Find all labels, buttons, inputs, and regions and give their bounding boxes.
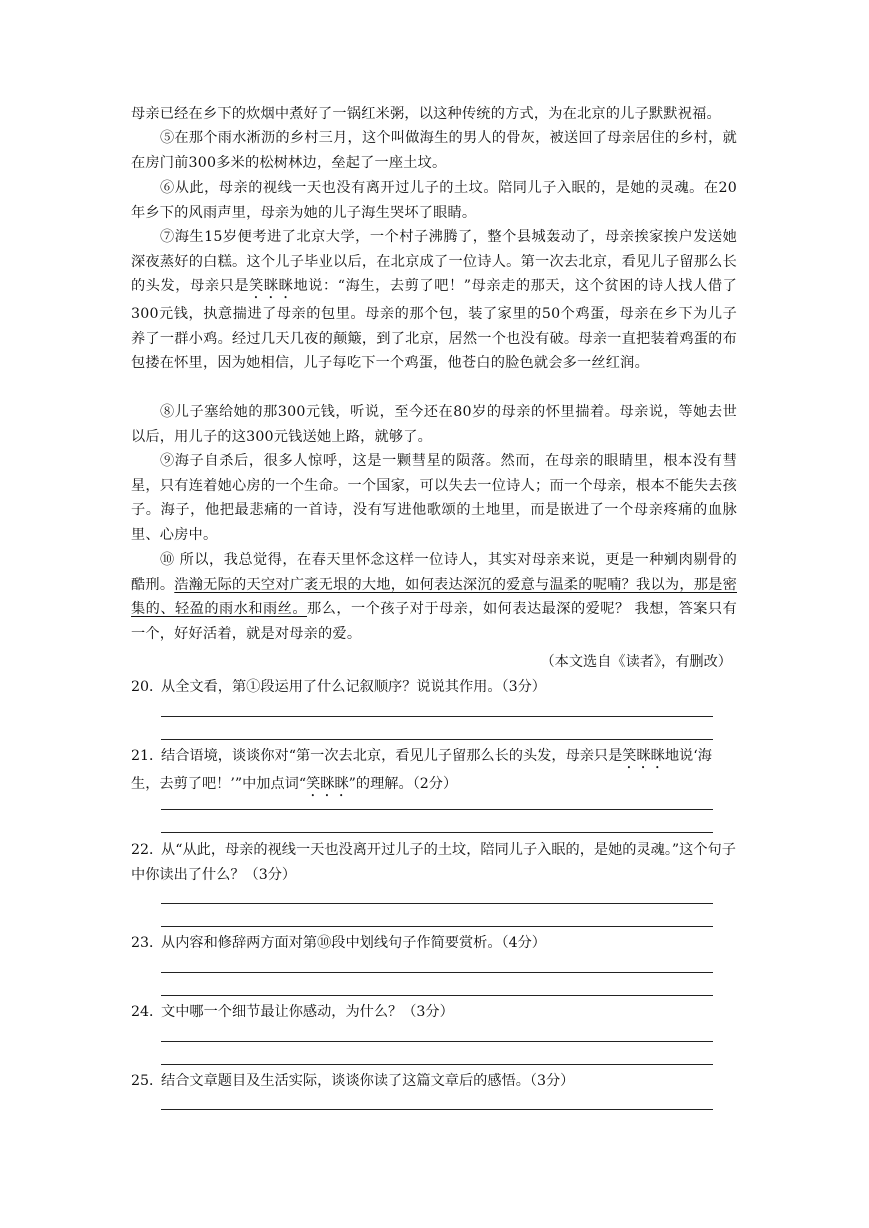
- question-number: 23．: [131, 935, 164, 951]
- question-number: 24．: [131, 1004, 164, 1020]
- answer-line[interactable]: [161, 972, 713, 973]
- question-21: [131, 744, 737, 800]
- passage-paragraph-7: [131, 225, 737, 376]
- paragraph-7-part-b: 地说：“海生，去剪了吧！”母亲走的那天，这个贫困的诗人找人借了300元钱，执意揣进了母亲的包里。母亲的那个包，装了家里的50个鸡蛋，母亲在乡下为儿子养了一群小鸡。经过几天几夜的颠簸，到了北京，居然一个也没有破。母亲一直把装着鸡蛋的布包搂在怀里，因为她相信，儿子每吃下一个鸡蛋，他苍白的脸色就会多一丝红润。: [131, 278, 737, 372]
- paragraph-10-part-b: 那么，一个孩子对于母亲，如何表达最深的爱呢？ 我想，答案只有一个，好好活着，就是对母亲的爱。: [131, 601, 738, 642]
- emphasized-word: 笑眯眯: [306, 776, 349, 792]
- question-24: [131, 1000, 737, 1025]
- paragraph-7-part-a: ⑦海生15岁便考进了北京大学，一个村子沸腾了，整个县城轰动了，母亲挨家挨户发送她深夜蒸好的白糕。这个儿子毕业以后，在北京成了一位诗人。第一次去北京，看见儿子留那么长的头发，母亲只是: [131, 229, 737, 295]
- answer-line[interactable]: [161, 903, 713, 904]
- answer-line[interactable]: [161, 716, 713, 717]
- question-text-c: ”的理解。（2分）: [348, 776, 458, 792]
- passage-paragraph-intro: 母亲已经在乡下的炊烟中煮好了一锅红米粥，以这种传统的方式，为在北京的儿子默默祝福。: [131, 106, 721, 122]
- source-note: （本文选自《读者》，有删改）: [540, 654, 732, 670]
- question-number: 20．: [131, 679, 164, 695]
- question-20: [131, 675, 737, 700]
- passage-paragraph-9: ⑨海子自杀后，很多人惊呼，这是一颗彗星的陨落。然而，在母亲的眼睛里，根本没有彗星，只有连着她心房的一个生命。一个国家，可以失去一位诗人；而一个母亲，根本不能失去孩子。海子，他把最悲痛的一首诗，没有写进他歌颂的土地里，而是嵌进了一个母亲疼痛的血脉里、心房中。: [131, 453, 737, 543]
- answer-line[interactable]: [161, 1064, 713, 1065]
- question-text: 结合文章题目及生活实际，谈谈你读了这篇文章后的感悟。（3分）: [161, 1073, 575, 1089]
- answer-line[interactable]: [161, 809, 713, 810]
- question-text: 从“从此，母亲的视线一天也没离开过儿子的土坟，陪同儿子入眠的，是她的灵魂。”这个句子中你读出了什么？（3分）: [131, 842, 736, 883]
- passage-paragraph-5: ⑤在那个雨水淅沥的乡村三月，这个叫做海生的男人的骨灰，被送回了母亲居住的乡村，就在房门前300多米的松树林边，垒起了一座土坟。: [131, 130, 737, 171]
- emphasized-word: 笑眯眯: [622, 748, 665, 764]
- answer-line[interactable]: [161, 926, 713, 927]
- question-22: [131, 838, 737, 887]
- answer-line[interactable]: [161, 995, 713, 996]
- emphasized-word: 笑眯眯: [249, 278, 294, 295]
- answer-line[interactable]: [161, 739, 713, 740]
- question-number: 22．: [131, 842, 164, 858]
- passage-paragraph-6: ⑥从此，母亲的视线一天也没有离开过儿子的土坟。陪同儿子入眠的，是她的灵魂。在20年乡下的风雨声里，母亲为她的儿子海生哭坏了眼睛。: [131, 180, 737, 221]
- passage-paragraph-8: ⑧儿子塞给她的那300元钱，听说，至今还在80岁的母亲的怀里揣着。母亲说，等她去世以后，用儿子的这300元钱送她上路，就够了。: [131, 404, 737, 445]
- question-text: 从内容和修辞两方面对第⑩段中划线句子作简要赏析。（4分）: [161, 935, 546, 951]
- answer-line[interactable]: [161, 1041, 713, 1042]
- passage-paragraph-10: [131, 548, 737, 646]
- question-25: [131, 1069, 737, 1094]
- answer-line[interactable]: [161, 832, 713, 833]
- question-number: 25．: [131, 1073, 164, 1089]
- question-text: 文中哪一个细节最让你感动，为什么？（3分）: [161, 1004, 454, 1020]
- question-text-a: 结合语境，谈谈你对“第一次去北京，看见儿子留那么长的头发，母亲只是: [161, 748, 623, 764]
- paragraph-10-part-a: ⑩ 所以，我总觉得，在春天里怀念这样一位诗人，其实对母亲来说，更是一种剜肉剔骨的酷刑。: [131, 552, 737, 593]
- question-text-b: 地说‘海生，去剪了吧！’”中加点词“: [131, 748, 712, 792]
- question-23: [131, 931, 737, 956]
- underlined-sentence: 浩瀚无际的天空对广袤无垠的大地，如何表达深沉的爱意与温柔的呢喃？我以为，那是密集的、轻盈的雨水和雨丝。: [131, 576, 737, 618]
- question-number: 21．: [131, 748, 164, 764]
- answer-line[interactable]: [161, 1109, 713, 1110]
- question-text: 从全文看，第①段运用了什么记叙顺序？说说其作用。（3分）: [161, 679, 546, 695]
